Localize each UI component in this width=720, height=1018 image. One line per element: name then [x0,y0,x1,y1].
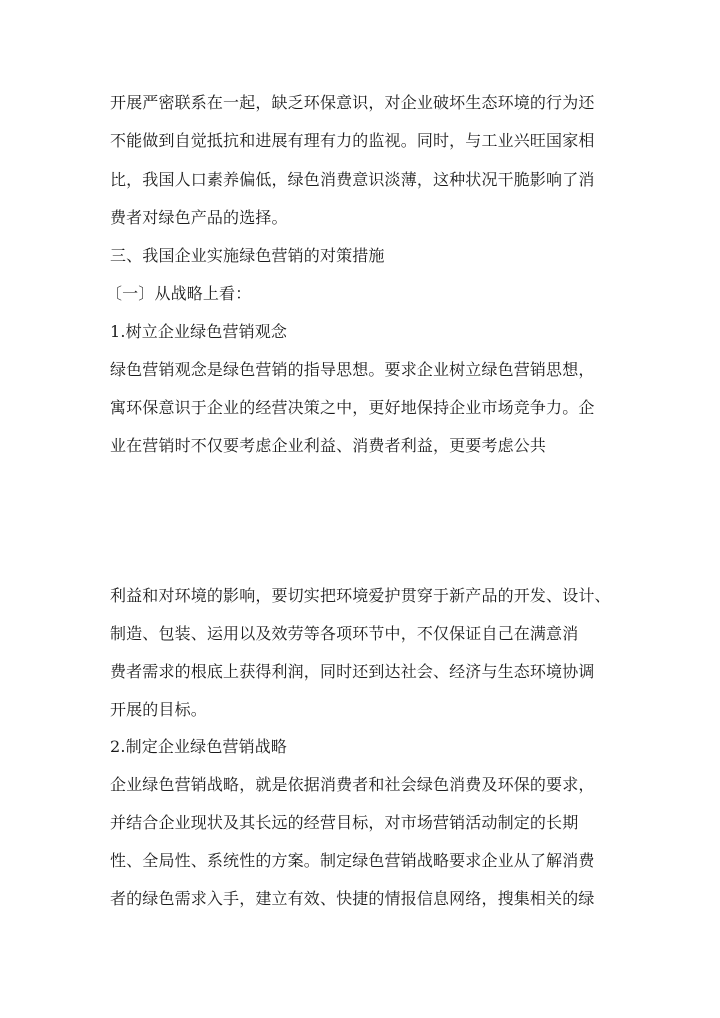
paragraph-line: 不能做到自觉抵抗和进展有理有力的监视。同时，与工业兴旺国家相 [110,131,595,150]
paragraph-line: 绿色营销观念是绿色营销的指导思想。要求企业树立绿色营销思想， [110,360,595,379]
paragraph-line: 开展的目标。 [110,700,207,719]
paragraph-line: 业在营销时不仅要考虑企业利益、消费者利益，更要考虑公共 [110,436,547,455]
paragraph-line: 性、全局性、系统性的方案。制定绿色营销战略要求企业从了解消费 [110,851,595,870]
subsection-heading: 〔一〕从战略上看： [106,284,252,303]
paragraph-line: 开展严密联系在一起，缺乏环保意识，对企业破坏生态环境的行为还 [110,93,595,112]
section-heading: 三、我国企业实施绿色营销的对策措施 [110,246,385,265]
paragraph-line: 寓环保意识于企业的经营决策之中，更好地保持企业市场竞争力。企 [110,398,595,417]
item-heading: 2.制定企业绿色营销战略 [110,737,288,756]
paragraph-line: 比，我国人口素养偏低，绿色消费意识淡薄，这种状况干脆影响了消 [110,170,595,189]
paragraph-line: 利益和对环境的影响，要切实把环境爱护贯穿于新产品的开发、设计、 [110,586,611,605]
item-heading: 1.树立企业绿色营销观念 [110,322,288,341]
paragraph-line: 企业绿色营销战略，就是依据消费者和社会绿色消费及环保的要求， [110,775,595,794]
paragraph-line: 费者对绿色产品的选择。 [110,208,288,227]
paragraph-line: 并结合企业现状及其长远的经营目标，对市场营销活动制定的长期 [110,813,579,832]
paragraph-line: 制造、包装、运用以及效劳等各项环节中，不仅保证自己在满意消 [110,624,579,643]
paragraph-line: 者的绿色需求入手，建立有效、快捷的情报信息网络，搜集相关的绿 [110,889,595,908]
paragraph-line: 费者需求的根底上获得利润，同时还到达社会、经济与生态环境协调 [110,662,595,681]
